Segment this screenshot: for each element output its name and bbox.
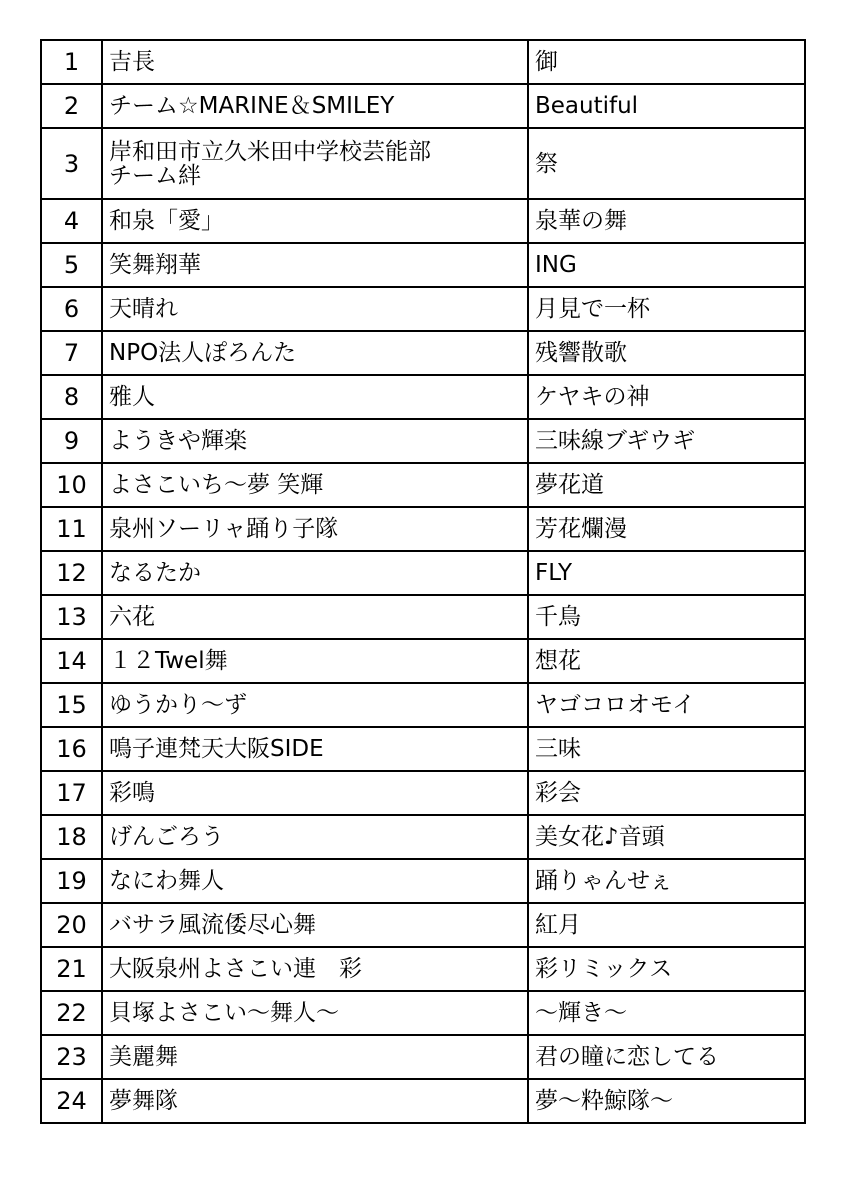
row-number: 20 [41, 903, 102, 947]
row-number: 21 [41, 947, 102, 991]
song-title: 踊りゃんせぇ [528, 859, 805, 903]
team-name: 貝塚よさこい〜舞人〜 [102, 991, 528, 1035]
team-name: 泉州ソーリャ踊り子隊 [102, 507, 528, 551]
table-row [41, 1079, 805, 1123]
team-table [40, 39, 806, 1124]
team-name: チーム☆MARINE＆SMILEY [102, 84, 528, 128]
row-number: 23 [41, 1035, 102, 1079]
team-name: 夢舞隊 [102, 1079, 528, 1123]
row-number: 4 [41, 199, 102, 243]
row-number: 19 [41, 859, 102, 903]
row-number: 15 [41, 683, 102, 727]
table-row [41, 859, 805, 903]
table-row [41, 507, 805, 551]
team-name: ゆうかり〜ず [102, 683, 528, 727]
row-number: 9 [41, 419, 102, 463]
song-title: 千鳥 [528, 595, 805, 639]
table-row [41, 243, 805, 287]
team-name: 岸和田市立久米田中学校芸能部 チーム絆 [102, 128, 528, 199]
team-name: １２Twel舞 [102, 639, 528, 683]
song-title: 芳花爛漫 [528, 507, 805, 551]
row-number: 5 [41, 243, 102, 287]
song-title: 美女花♪音頭 [528, 815, 805, 859]
row-number: 8 [41, 375, 102, 419]
song-title: 彩リミックス [528, 947, 805, 991]
table-row [41, 727, 805, 771]
table-row [41, 128, 805, 199]
song-title: 夢花道 [528, 463, 805, 507]
row-number: 17 [41, 771, 102, 815]
row-number: 13 [41, 595, 102, 639]
table-row [41, 331, 805, 375]
team-name: バサラ風流倭尽心舞 [102, 903, 528, 947]
row-number: 14 [41, 639, 102, 683]
table-row [41, 40, 805, 84]
row-number: 3 [41, 128, 102, 199]
row-number: 10 [41, 463, 102, 507]
team-name: よさこいち〜夢 笑輝 [102, 463, 528, 507]
row-number: 24 [41, 1079, 102, 1123]
table-row [41, 375, 805, 419]
song-title: 想花 [528, 639, 805, 683]
row-number: 7 [41, 331, 102, 375]
song-title: 月見で一杯 [528, 287, 805, 331]
table-row [41, 199, 805, 243]
table-row [41, 991, 805, 1035]
table-row [41, 595, 805, 639]
song-title: Beautiful [528, 84, 805, 128]
team-name: 鳴子連梵天大阪SIDE [102, 727, 528, 771]
song-title: 〜輝き〜 [528, 991, 805, 1035]
table-row [41, 419, 805, 463]
song-title: ヤゴコロオモイ [528, 683, 805, 727]
team-name: 雅人 [102, 375, 528, 419]
row-number: 6 [41, 287, 102, 331]
song-title: FLY [528, 551, 805, 595]
table-row [41, 771, 805, 815]
song-title: 紅月 [528, 903, 805, 947]
song-title: 彩会 [528, 771, 805, 815]
song-title: 君の瞳に恋してる [528, 1035, 805, 1079]
song-title: 残響散歌 [528, 331, 805, 375]
team-name: NPO法人ぽろんた [102, 331, 528, 375]
song-title: 御 [528, 40, 805, 84]
team-name: 笑舞翔華 [102, 243, 528, 287]
team-name: 大阪泉州よさこい連 彩 [102, 947, 528, 991]
row-number: 11 [41, 507, 102, 551]
song-title: 三味線ブギウギ [528, 419, 805, 463]
table-row [41, 463, 805, 507]
song-title: 祭 [528, 128, 805, 199]
table-row [41, 639, 805, 683]
team-name: 和泉「愛」 [102, 199, 528, 243]
table-row [41, 947, 805, 991]
row-number: 16 [41, 727, 102, 771]
row-number: 12 [41, 551, 102, 595]
table-row [41, 1035, 805, 1079]
team-table-body [41, 40, 805, 1123]
row-number: 2 [41, 84, 102, 128]
team-name: ようきや輝楽 [102, 419, 528, 463]
team-name: 吉長 [102, 40, 528, 84]
team-name: なるたか [102, 551, 528, 595]
song-title: ING [528, 243, 805, 287]
song-title: 三味 [528, 727, 805, 771]
team-name: げんごろう [102, 815, 528, 859]
table-row [41, 551, 805, 595]
song-title: 夢〜粋鯨隊〜 [528, 1079, 805, 1123]
team-name: 美麗舞 [102, 1035, 528, 1079]
team-name: 六花 [102, 595, 528, 639]
table-row [41, 683, 805, 727]
row-number: 18 [41, 815, 102, 859]
song-title: 泉華の舞 [528, 199, 805, 243]
table-row [41, 903, 805, 947]
table-row [41, 287, 805, 331]
team-name: 彩鳴 [102, 771, 528, 815]
row-number: 22 [41, 991, 102, 1035]
team-name: なにわ舞人 [102, 859, 528, 903]
song-title: ケヤキの神 [528, 375, 805, 419]
row-number: 1 [41, 40, 102, 84]
team-name: 天晴れ [102, 287, 528, 331]
table-row [41, 815, 805, 859]
table-row [41, 84, 805, 128]
